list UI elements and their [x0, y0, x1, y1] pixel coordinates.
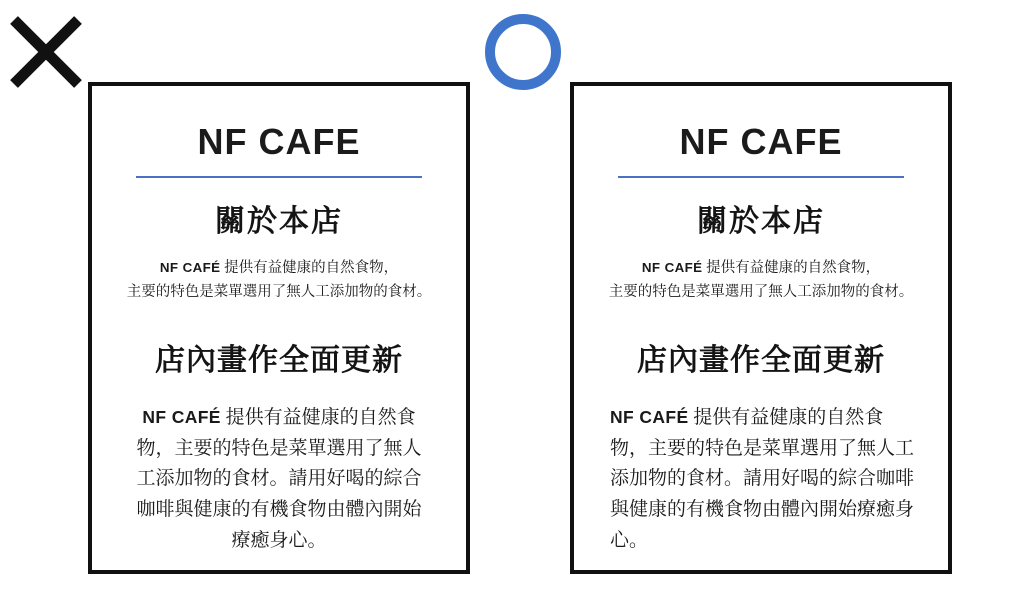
news-body-text: 提供有益健康的自然食物，主要的特色是菜單選用了無人工添加物的食材。請用好喝的綜合咖啡與健康的有機食物由體內開始療癒身心。 — [136, 406, 422, 551]
card-brand-title: NF CAFE — [197, 121, 361, 162]
cross-icon — [8, 14, 84, 90]
section-heading-news: 店內畫作全面更新 — [155, 343, 403, 377]
example-card-good — [570, 82, 952, 574]
brand-inline: NF CAFÉ — [641, 259, 703, 275]
about-line-1: 提供有益健康的自然食物， — [224, 259, 399, 276]
brand-inline: NF CAFÉ — [142, 406, 221, 427]
circle-icon — [481, 10, 565, 94]
section-news-paragraph — [598, 403, 924, 557]
section-news-paragraph — [116, 403, 442, 557]
divider — [136, 176, 423, 178]
about-line-2: 主要的特色是菜單選用了無人工添加物的食材。 — [608, 284, 914, 301]
section-heading-about: 關於本店 — [215, 204, 343, 238]
section-about-paragraph — [116, 256, 442, 305]
brand-inline: NF CAFÉ — [610, 406, 689, 427]
news-body-text: 提供有益健康的自然食物，主要的特色是菜單選用了無人工添加物的食材。請用好喝的綜合咖啡與健康的有機食物由體內開始療癒身心。 — [610, 406, 915, 551]
section-about-paragraph — [598, 256, 924, 305]
example-card-bad — [88, 82, 470, 574]
brand-inline: NF CAFÉ — [159, 259, 221, 275]
divider — [618, 176, 905, 178]
about-line-1: 提供有益健康的自然食物， — [706, 259, 881, 276]
section-heading-news: 店內畫作全面更新 — [637, 343, 885, 377]
section-heading-about: 關於本店 — [697, 204, 825, 238]
about-line-2: 主要的特色是菜單選用了無人工添加物的食材。 — [126, 284, 432, 301]
card-brand-title: NF CAFE — [679, 121, 843, 162]
